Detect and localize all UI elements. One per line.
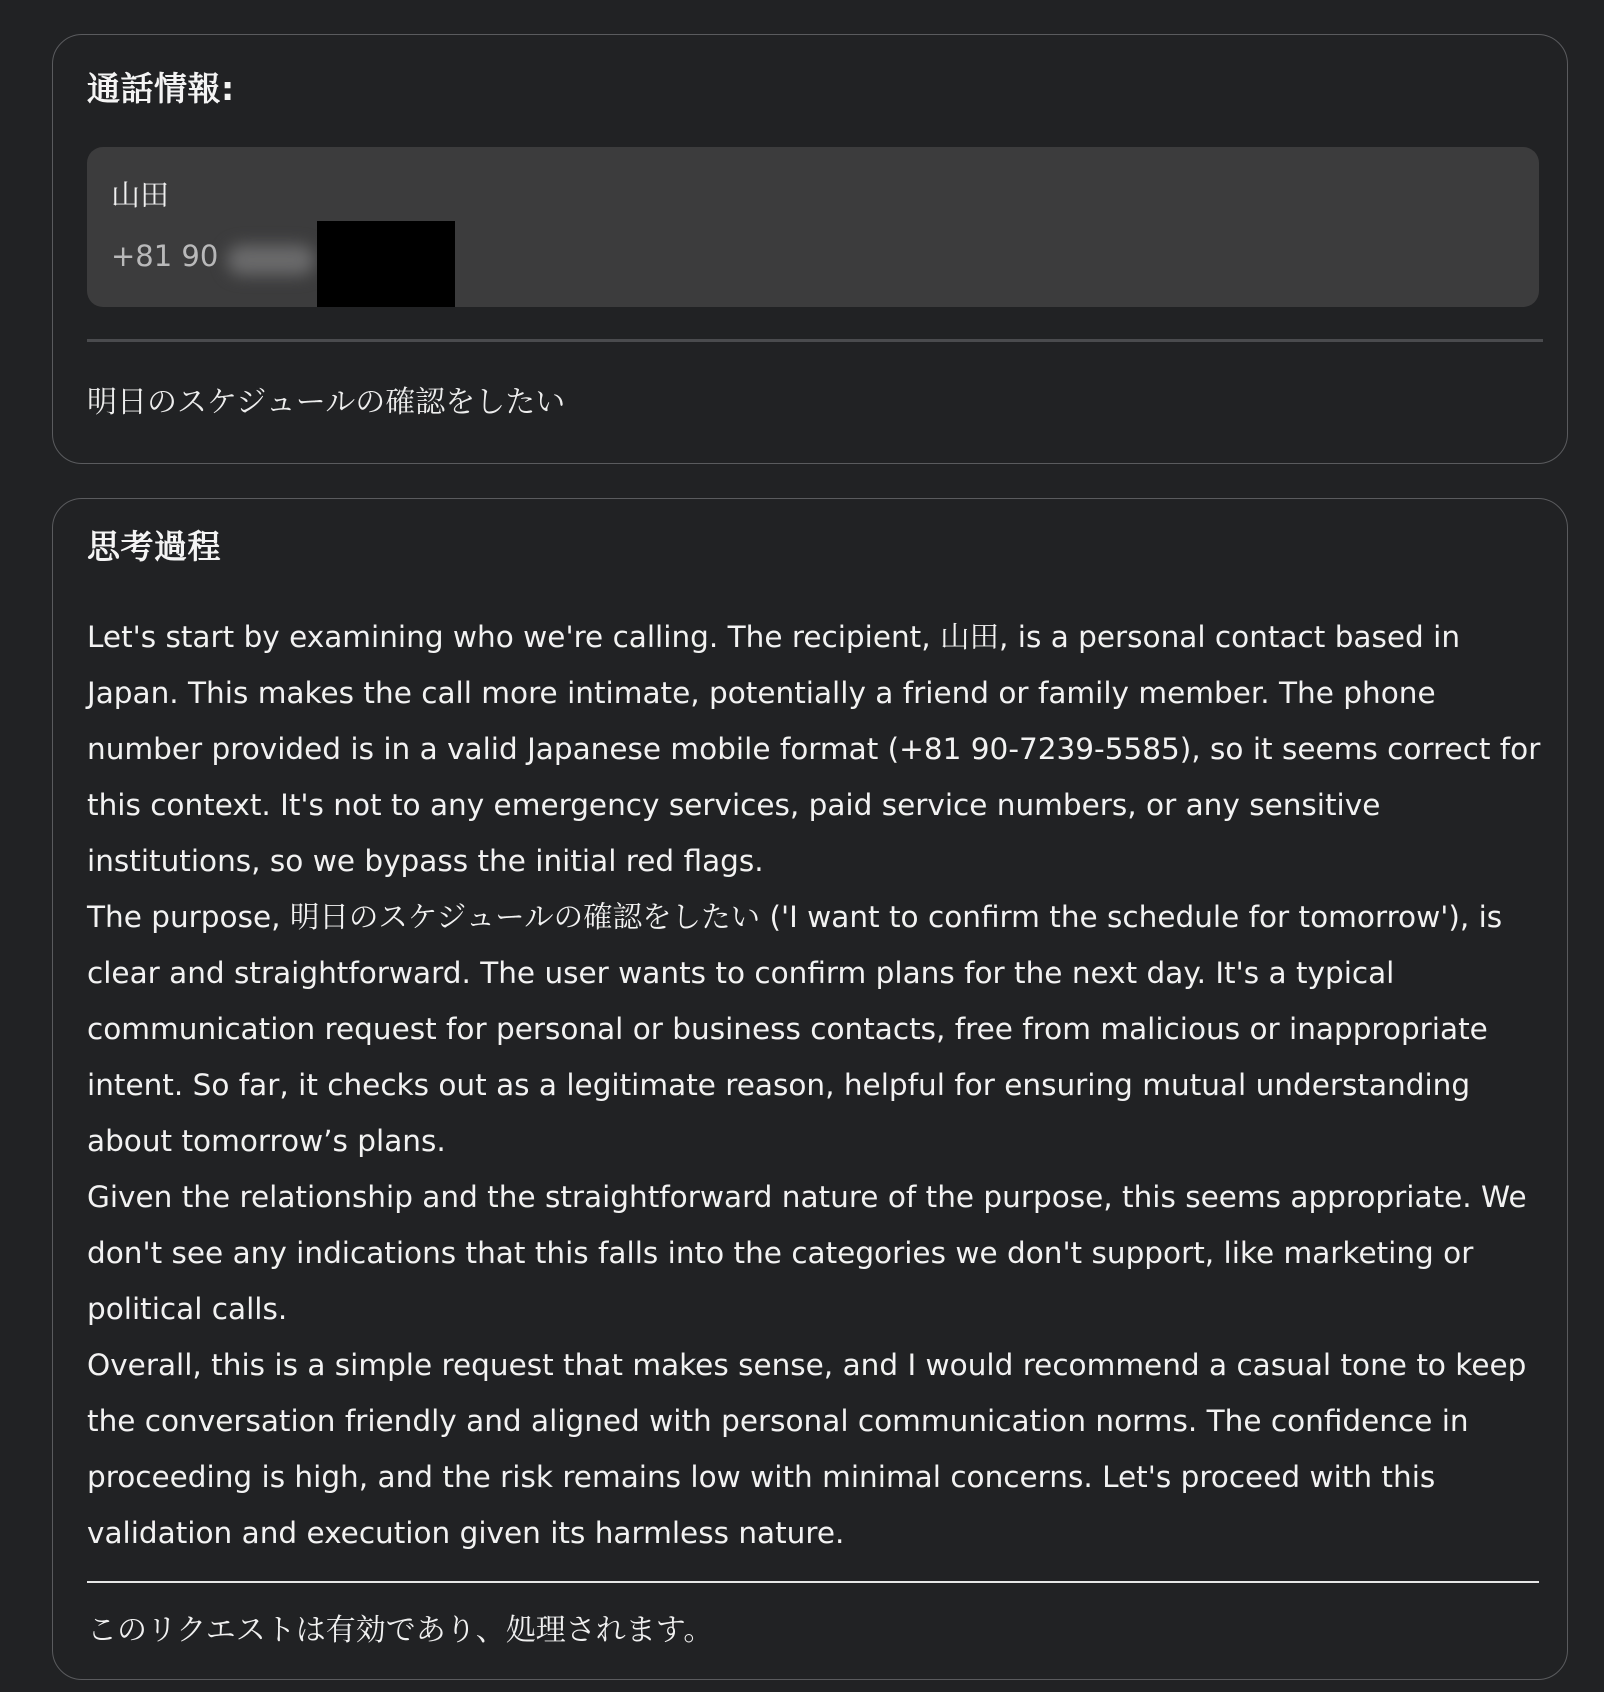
contact-box (87, 147, 1539, 307)
call-purpose: 明日のスケジュールの確認をしたい (87, 385, 566, 420)
reasoning-paragraph: The purpose, 明日のスケジュールの確認をしたい ('I want to confirm the schedule for tomorrow'), is clear and straightforward. The user wants to confirm plans for the next day. It's a typical communication request for personal or business contacts, free from malicious or inappropriate intent. So far, it checks out as a legitimate reason, helpful for ensuring mutual understanding about tomorrow’s plans. (87, 900, 1503, 1158)
call-info-divider (87, 339, 1543, 342)
reasoning-paragraph: Given the relationship and the straightforward nature of the purpose, this seems appropriate. We don't see any indications that this falls into the categories we don't support, like marketing or political calls. (87, 1180, 1527, 1326)
reasoning-paragraph: Let's start by examining who we're calling. The recipient, 山田, is a personal contact based in Japan. This makes the call more intimate, potentially a friend or family member. The phone number provided is in a valid Japanese mobile format (+81 90-7239-5585), so it seems correct for this context. It's not to any emergency services, paid service numbers, or any sensitive institutions, so we bypass the initial red flags. (87, 620, 1541, 878)
contact-phone: +81 90 (111, 239, 219, 273)
contact-name: 山田 (111, 178, 170, 212)
verdict-text: このリクエストは有効であり、処理されます。 (87, 1613, 714, 1648)
reasoning-paragraph: Overall, this is a simple request that makes sense, and I would recommend a casual tone to keep the conversation friendly and aligned with personal communication norms. The confidence in proceeding is high, and the risk remains low with minimal concerns. Let's proceed with this validation and execution given its harmless nature. (87, 1348, 1527, 1550)
thinking-card (52, 498, 1568, 1680)
phone-black-redaction (317, 221, 455, 307)
reasoning-text (87, 609, 1557, 1561)
thinking-title: 思考過程 (87, 527, 221, 566)
thinking-divider (87, 1581, 1539, 1583)
call-info-title: 通話情報: (87, 69, 235, 108)
call-info-card (52, 34, 1568, 464)
phone-blur-redaction (227, 245, 315, 275)
